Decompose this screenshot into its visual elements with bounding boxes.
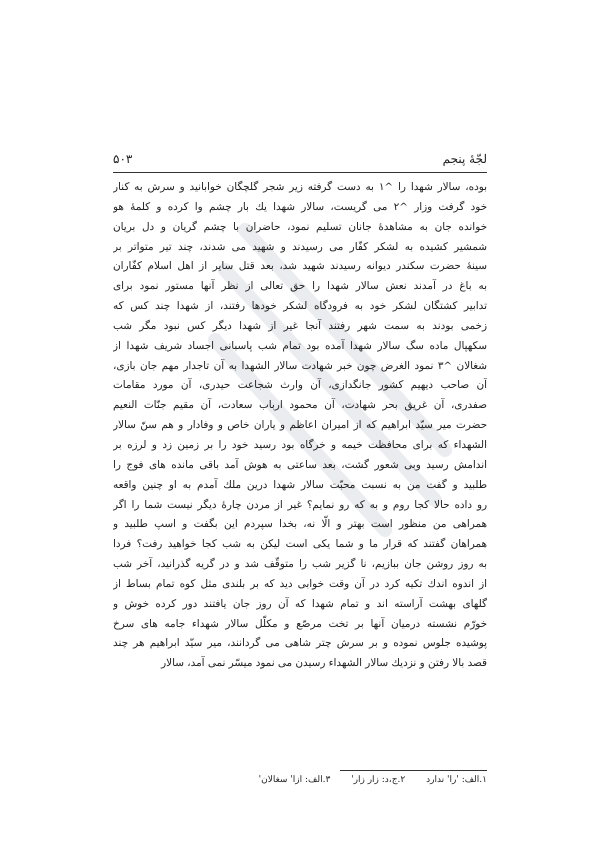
header-rule bbox=[113, 172, 487, 173]
text-line: طلبید و گفت من به نسبت محبّت سالار شهدا درین ملك آمدم به او چنین واقعه bbox=[113, 478, 487, 491]
text-line: همراهی من منظور است بهتر و الّا نه، بخدا سپردم این بگفت و اسپ طلبید و bbox=[113, 518, 487, 531]
text-line: گلهای بهشت آراسته اند و تمام شهدا که آن روز جان یافتند دور کرده خوش و bbox=[113, 597, 487, 610]
text-line: سینهٔ حضرت سکندر دیوانه رسیدند شهید شد، بعد قتل سایر از اهل اسلام کفّاران bbox=[113, 260, 487, 273]
text-line: خود گرفت وزار ^٢ می گریست، سالار شهدا یك بار چشم وا کرده و کلمهٔ هو bbox=[113, 200, 487, 213]
text-line: خوانده جان به مشاهدهٔ جانان تسلیم نمود، حاضران با چشم گریان و دل بریان bbox=[113, 220, 487, 233]
chapter-title: لجّهٔ پنجم bbox=[442, 152, 487, 166]
text-line: الشهداء که برای محافظت خیمه و خرگاه بود رسید خود را بر زمین زد و لرزه بر bbox=[113, 438, 487, 451]
footnote-rule bbox=[340, 770, 487, 771]
text-line: پوشیده جلوس نموده و بر سرش چتر شاهی می گردانند، میر سیّد ابراهیم هر چند bbox=[113, 637, 487, 650]
running-header bbox=[113, 148, 487, 172]
page-number: ۵۰۳ bbox=[113, 152, 133, 166]
body-text bbox=[113, 178, 487, 674]
text-line: حضرت میر سیّد ابراهیم که از امیران اعاظم و یاران خاص و وفادار و هم سنّ سالار bbox=[113, 419, 487, 432]
text-line: به روز روشن جان ببازیم، نا گزیر شب را متوقّف شد و در گریه گذرانید، آخر شب bbox=[113, 558, 487, 571]
text-line: قصد بالا رفتن و نزدیك سالار الشهداء رسیدن می نمود میسّر نمی آمد، سالار bbox=[161, 657, 487, 670]
text-line: سکهپال ماده سگ سالار شهدا آمده بود تمام شب پاسبانی اجساد شریف شهدا از bbox=[113, 339, 487, 352]
footnotes bbox=[113, 775, 487, 785]
footnote-1: ١.الف: 'را' ندارد bbox=[426, 775, 487, 785]
footnote-2: ٢.ج،د: زار زار' bbox=[351, 775, 406, 785]
text-line: همراهان گفتند که قرار ما و شما یکی است لیکن به شب کجا خواهید رفت؟ فردا bbox=[113, 538, 487, 551]
text-line: از اندوه اندك تکیه کرد در آن وقت خوابی دید که بر بلندی مثل کوه تمام بساط از bbox=[113, 577, 487, 590]
text-line: رو داده حالا کجا روم و به که رو نمایم؟ غیر از مردن چارهٔ دیگر نیست شما را اگر bbox=[113, 498, 487, 511]
text-line: اندامش رسید وبی شعور گشت، بعد ساعتی به هوش آمد باقی مانده های فوج را bbox=[113, 458, 487, 471]
text-line: صفدری، آن غریق بحر شهادت، آن محمود ارباب سعادت، آن مقیم جنّات النعیم bbox=[113, 399, 487, 412]
text-line: خورّم نشسته درمیان آنها بر تخت مرصّع و مکلّل سالار شهداء جامه های سرخ bbox=[113, 617, 487, 630]
text-line: آن صاحب دیهیم کشور جانگدازی، آن وارث شجاعت حیدری، آن مورد مقامات bbox=[113, 379, 487, 392]
text-line: شمشیر کشیده به لشکر کفّار می رسیدند و شهید می شدند، چند تیر متواتر بر bbox=[113, 240, 487, 253]
text-line: شغالان ^٣ نمود الغرض چون خبر شهادت سالار الشهدا به آن تاجدار مهم جان بازی، bbox=[113, 359, 487, 372]
text-line: زخمی بودند به سمت شهر رفتند آنجا غیر از شهدا دیگر کس نبود مگر شب bbox=[113, 319, 487, 332]
text-line: به باغ در آمدند نعش سالار شهدا را حق تعالی از نظر آنها مستور نمود برای bbox=[113, 280, 487, 293]
text-line: تدابیر کشتگان لشکر خود به فرودگاه لشکر خودها رفتند، از شهدا چند کس که bbox=[113, 300, 487, 313]
text-line: بوده، سالار شهدا را ^١ به دست گرفته زیر شجر گلچگان خوابانید و سرش به کنار bbox=[113, 181, 487, 193]
footnote-3: ٣.الف: ازا' سغالان' bbox=[258, 775, 331, 785]
